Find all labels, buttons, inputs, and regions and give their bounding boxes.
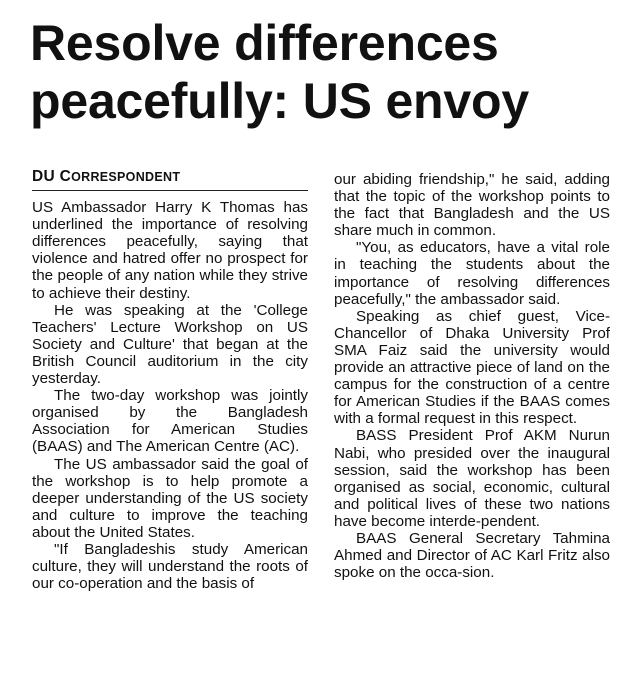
byline-initial: DU C (32, 168, 72, 185)
paragraph-10: BAAS General Secretary Tahmina Ahmed and Director of AC Karl Fritz also spoke on the occa-sion. (334, 529, 610, 582)
article-column-left (32, 168, 308, 592)
paragraph-3: The two-day workshop was jointly organised by the Bangladesh Association for American Studies (BAAS) and The American Centre (AC). (32, 387, 308, 456)
paragraph-6: our abiding friendship," he said, adding that the topic of the workshop points to the fact that Bangladesh and the US share much in common. (334, 171, 610, 240)
paragraph-7: "You, as educators, have a vital role in teaching the students about the importance of resolving differences peacefully," the ambassador said. (334, 239, 610, 308)
paragraph-4: The US ambassador said the goal of the workshop is to help promote a deeper understanding of the US society and culture to improve the teaching about the United States. (32, 455, 308, 541)
paragraph-1: US Ambassador Harry K Thomas has underlined the importance of resolving differences peacefully, saying that violence and hatred offer no prospect for the people of any nation while they strive to achieve their destiny. (32, 199, 308, 302)
headline (30, 14, 610, 130)
paragraph-8: Speaking as chief guest, Vice-Chancellor of Dhaka University Prof SMA Faiz said the university would provide an attractive piece of land on the campus for the construction of a centre for American Studies if the BAAS comes with a formal request in this respect. (334, 307, 610, 428)
byline (32, 168, 308, 191)
paragraph-2: He was speaking at the 'College Teachers' Lecture Workshop on US Society and Culture' that began at the British Council auditorium in the city yesterday. (32, 301, 308, 388)
headline-line-1: Resolve differences (30, 15, 499, 71)
paragraph-9: BASS President Prof AKM Nurun Nabi, who presided over the inaugural session, said the workshop has been organised as social, economic, cultural and political lives of these two nations have become interde-pendent. (334, 427, 610, 530)
headline-line-2: peacefully: US envoy (30, 73, 529, 129)
byline-rest: ORRESPONDENT (71, 170, 181, 184)
article-column-right (334, 171, 610, 581)
paragraph-5: "If Bangladeshis study American culture, they will understand the roots of our co-operation and the basis of (32, 540, 308, 593)
